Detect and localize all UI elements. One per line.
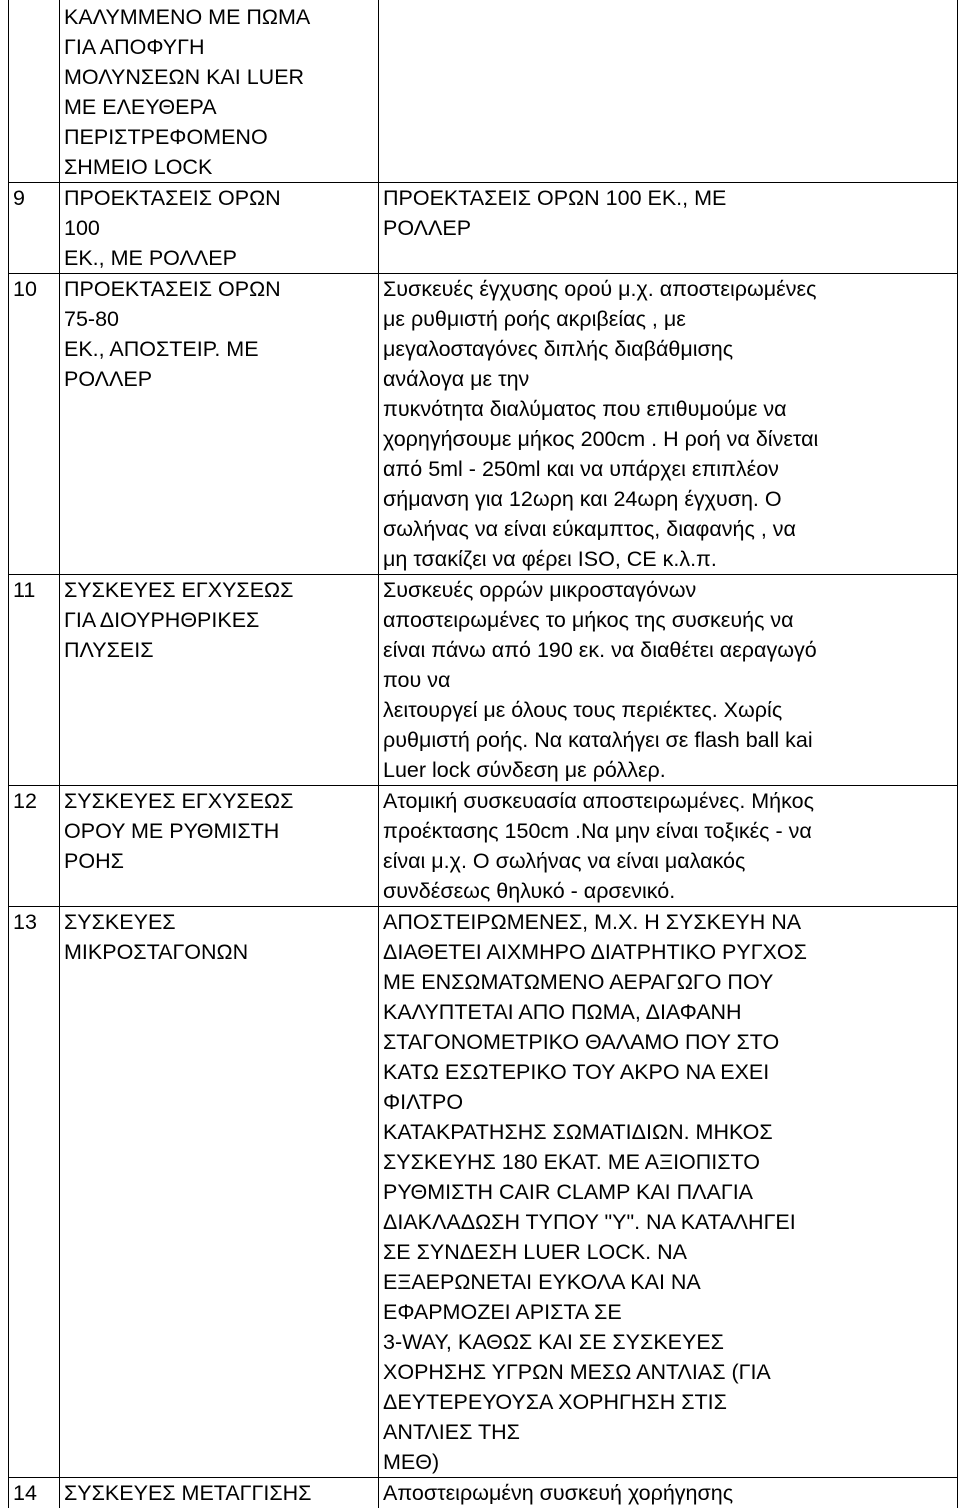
item-name: ΣΥΣΚΕΥΕΣ ΜΙΚΡΟΣΤΑΓΟΝΩΝ (60, 907, 379, 1478)
table-row (9, 183, 958, 274)
item-description: Συσκευές ορρών μικροσταγόνων αποστειρωμένες το μήκος της συσκευής να είναι πάνω από 190 εκ. να διαθέτει αεραγωγό που να λειτουργεί με όλους τους περιέκτες. Χωρίς ρυθμιστή ροής. Να καταλήγει σε flash ball kai Luer lock σύνδεση με ρόλλερ. (379, 575, 958, 786)
item-description: Αποστειρωμένη συσκευή χορήγησης (379, 1478, 958, 1509)
row-number: 10 (9, 274, 60, 575)
row-number: 13 (9, 907, 60, 1478)
item-description: Συσκευές έγχυσης ορού μ.χ. αποστειρωμένες με ρυθμιστή ροής ακριβείας , με μεγαλοσταγόνες διπλής διαβάθμισης ανάλογα με την πυκνότητα διαλύματος που επιθυμούμε να χορηγήσουμε μήκος 200cm . Η ροή να δίνεται από 5ml - 250ml και να υπάρχει επιπλέον σήμανση για 12ωρη και 24ωρη έγχυση. Ο σωλήνας να είναι εύκαμπτος, διαφανής , να μη τσακίζει να φέρει ISO, CE κ.λ.π. (379, 274, 958, 575)
row-number: 9 (9, 183, 60, 274)
item-name: ΠΡΟΕΚΤΑΣΕΙΣ ΟΡΩΝ 75-80 ΕΚ., ΑΠΟΣΤΕΙΡ. ΜΕ ΡΟΛΛΕΡ (60, 274, 379, 575)
item-description: Ατομική συσκευασία αποστειρωμένες. Μήκος προέκτασης 150cm .Να μην είναι τοξικές - να είναι μ.χ. Ο σωλήνας να είναι μαλακός συνδέσεως θηλυκό - αρσενικό. (379, 786, 958, 907)
item-description: ΠΡΟΕΚΤΑΣΕΙΣ ΟΡΩΝ 100 ΕΚ., ΜΕ ΡΟΛΛΕΡ (379, 183, 958, 274)
table-row (9, 0, 958, 183)
item-name: ΠΡΟΕΚΤΑΣΕΙΣ ΟΡΩΝ 100 ΕΚ., ΜΕ ΡΟΛΛΕΡ (60, 183, 379, 274)
row-number (9, 0, 60, 183)
item-description: ΑΠΟΣΤΕΙΡΩΜΕΝΕΣ, Μ.Χ. Η ΣΥΣΚΕΥΗ ΝΑ ΔΙΑΘΕΤΕΙ ΑΙΧΜΗΡΟ ΔΙΑΤΡΗΤΙΚΟ ΡΥΓΧΟΣ ΜΕ ΕΝΣΩΜΑΤΩΜΕΝΟ ΑΕΡΑΓΩΓΟ ΠΟΥ ΚΑΛΥΠΤΕΤΑΙ ΑΠΟ ΠΩΜΑ, ΔΙΑΦΑΝΗ ΣΤΑΓΟΝΟΜΕΤΡΙΚΟ ΘΑΛΑΜΟ ΠΟΥ ΣΤΟ ΚΑΤΩ ΕΣΩΤΕΡΙΚΟ ΤΟΥ ΑΚΡΟ ΝΑ ΕΧΕΙ ΦΙΛΤΡΟ ΚΑΤΑΚΡΑΤΗΣΗΣ ΣΩΜΑΤΙΔΙΩΝ. ΜΗΚΟΣ ΣΥΣΚΕΥΗΣ 180 ΕΚΑΤ. ΜΕ ΑΞΙΟΠΙΣΤΟ ΡΥΘΜΙΣΤΗ CAIR CLAMP ΚΑΙ ΠΛΑΓΙΑ ΔΙΑΚΛΑΔΩΣΗ ΤΥΠΟΥ "Y". ΝΑ ΚΑΤΑΛΗΓΕΙ ΣΕ ΣΥΝΔΕΣΗ LUER LOCK. ΝΑ ΕΞΑΕΡΩΝΕΤΑΙ ΕΥΚΟΛΑ ΚΑΙ ΝΑ ΕΦΑΡΜΟΖΕΙ ΑΡΙΣΤΑ ΣΕ 3-WAY, ΚΑΘΩΣ ΚΑΙ ΣΕ ΣΥΣΚΕΥΕΣ ΧΟΡΗΣΗΣ ΥΓΡΩΝ ΜΕΣΩ ΑΝΤΛΙΑΣ (ΓΙΑ ΔΕΥΤΕΡΕΥΟΥΣΑ ΧΟΡΗΓΗΣΗ ΣΤΙΣ ΑΝΤΛΙΕΣ ΤΗΣ ΜΕΘ) (379, 907, 958, 1478)
item-name: ΣΥΣΚΕΥΕΣ ΜΕΤΑΓΓΙΣΗΣ (60, 1478, 379, 1509)
row-number: 11 (9, 575, 60, 786)
item-name: ΣΥΣΚΕΥΕΣ ΕΓΧΥΣΕΩΣ ΓΙΑ ΔΙΟΥΡΗΘΡΙΚΕΣ ΠΛΥΣΕΙΣ (60, 575, 379, 786)
table-row (9, 575, 958, 786)
spec-table (8, 0, 958, 1508)
table-row (9, 786, 958, 907)
row-number: 12 (9, 786, 60, 907)
table-row (9, 907, 958, 1478)
item-description (379, 0, 958, 183)
table-row (9, 1478, 958, 1509)
item-name: ΣΥΣΚΕΥΕΣ ΕΓΧΥΣΕΩΣ ΟΡΟΥ ΜΕ ΡΥΘΜΙΣΤΗ ΡΟΗΣ (60, 786, 379, 907)
row-number: 14 (9, 1478, 60, 1509)
item-name: ΚΑΛΥΜΜΕΝΟ ΜΕ ΠΩΜΑ ΓΙΑ ΑΠΟΦΥΓΗ ΜΟΛΥΝΣΕΩΝ ΚΑΙ LUER ΜΕ ΕΛΕΥΘΕΡΑ ΠΕΡΙΣΤΡΕΦΟΜΕΝΟ ΣΗΜΕΙΟ LOCK (60, 0, 379, 183)
table-row (9, 274, 958, 575)
